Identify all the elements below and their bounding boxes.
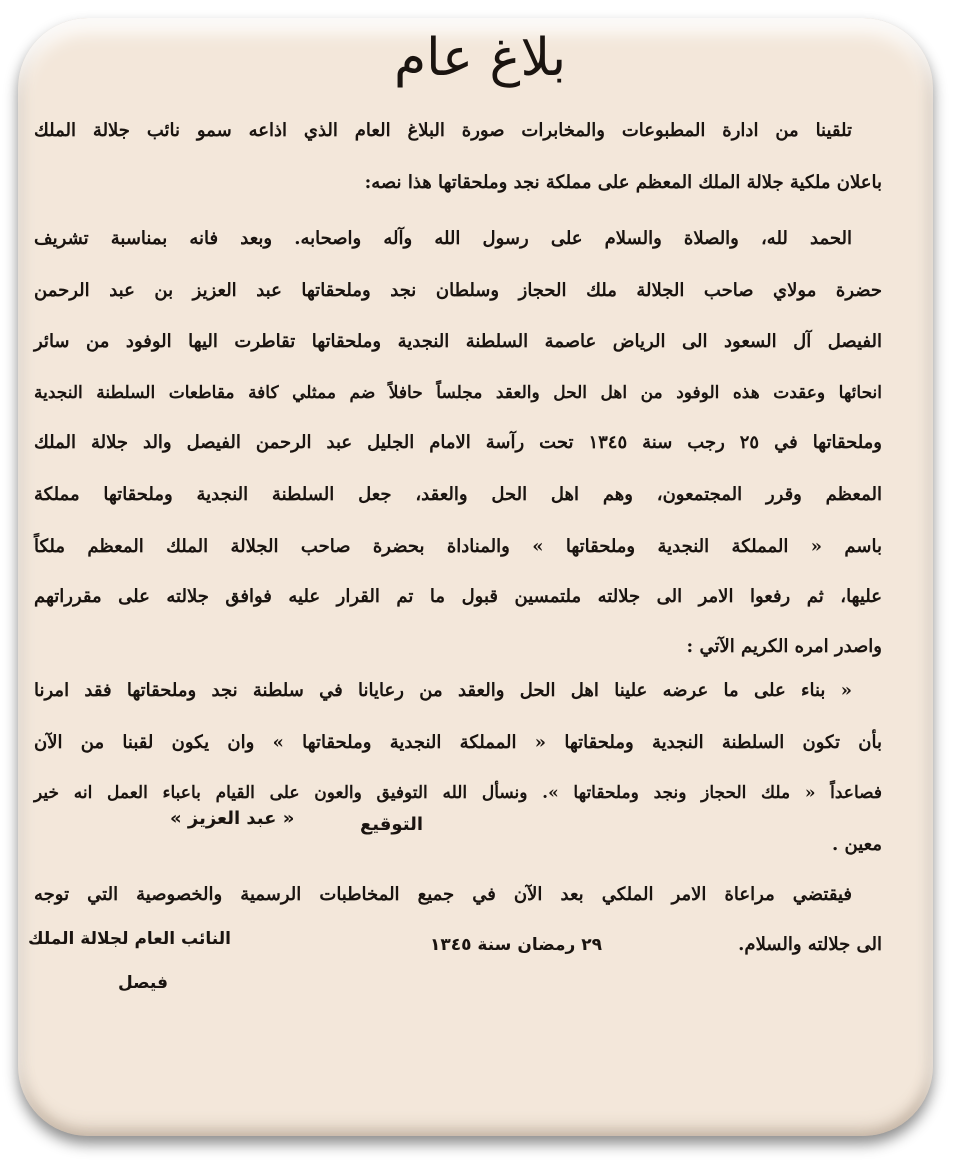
- text-line: تلقينا من ادارة المطبوعات والمخابرات صورة البلاغ العام الذي اذاعه سمو نائب جلالة الملك: [34, 120, 852, 141]
- text-line: عليها، ثم رفعوا الامر الى جلالته ملتمسين قبول ما تم القرار عليه فوافق جلالته على مقرراتهم: [34, 586, 882, 607]
- text-line: وملحقاتها في ٢٥ رجب سنة ١٣٤٥ تحت رآسة الامام الجليل عبد الرحمن الفيصل والد جلالة الملك: [34, 432, 882, 453]
- text-line: الى جلالته والسلام.: [738, 934, 882, 955]
- text-line: انحائها وعقدت هذه الوفود من اهل الحل والعقد مجلساً حافلاً ضم ممثلي كافة مقاطعات السلطنة النجدية: [34, 383, 882, 403]
- text-line: حضرة مولاي صاحب الجلالة ملك الحجاز وسلطان نجد وملحقاتها عبد العزيز بن عبد الرحمن: [34, 280, 882, 301]
- text-line: فصاعداً « ملك الحجاز ونجد وملحقاتها ». ونسأل الله التوفيق والعون على القيام باعباء العمل انه خير: [34, 783, 882, 803]
- text-line: باعلان ملكية جلالة الملك المعظم على مملكة نجد وملحقاتها هذا نصه:: [364, 172, 882, 193]
- text-line: معين .: [832, 834, 882, 855]
- text-line: فيقتضي مراعاة الامر الملكي بعد الآن في جميع المخاطبات الرسمية والخصوصية التي توجه: [34, 884, 852, 905]
- text-line: الحمد لله، والصلاة والسلام على رسول الله وآله واصحابه. وبعد فانه بمناسبة تشريف: [34, 228, 852, 249]
- signer-name: فيصل: [118, 973, 168, 993]
- text-line: المعظم وقرر المجتمعون، وهم اهل الحل والعقد، جعل السلطنة النجدية وملحقاتها مملكة: [34, 484, 882, 505]
- signer-title: النائب العام لجلالة الملك: [28, 929, 231, 949]
- text-line: بأن تكون السلطنة النجدية وملحقاتها « المملكة النجدية وملحقاتها » وان يكون لقبنا من الآن: [34, 732, 882, 753]
- signature-name: « عبد العزيز »: [170, 808, 295, 829]
- text-line: باسم « المملكة النجدية وملحقاتها » والمناداة بحضرة صاحب الجلالة الملك المعظم ملكاً: [34, 536, 882, 557]
- document-title: بلاغ عام: [393, 28, 567, 88]
- signature-label: التوقيع: [360, 814, 423, 835]
- text-line: « بناء على ما عرضه علينا اهل الحل والعقد من رعايانا في سلطنة نجد وملحقاتها فقد امرنا: [34, 680, 852, 701]
- text-line: الفيصل آل السعود الى الرياض عاصمة السلطنة النجدية وملحقاتها تقاطرت اليها الوفود من سائر: [34, 331, 882, 352]
- date: ٢٩ رمضان سنة ١٣٤٥: [430, 935, 602, 955]
- text-line: واصدر امره الكريم الآتي :: [686, 636, 882, 657]
